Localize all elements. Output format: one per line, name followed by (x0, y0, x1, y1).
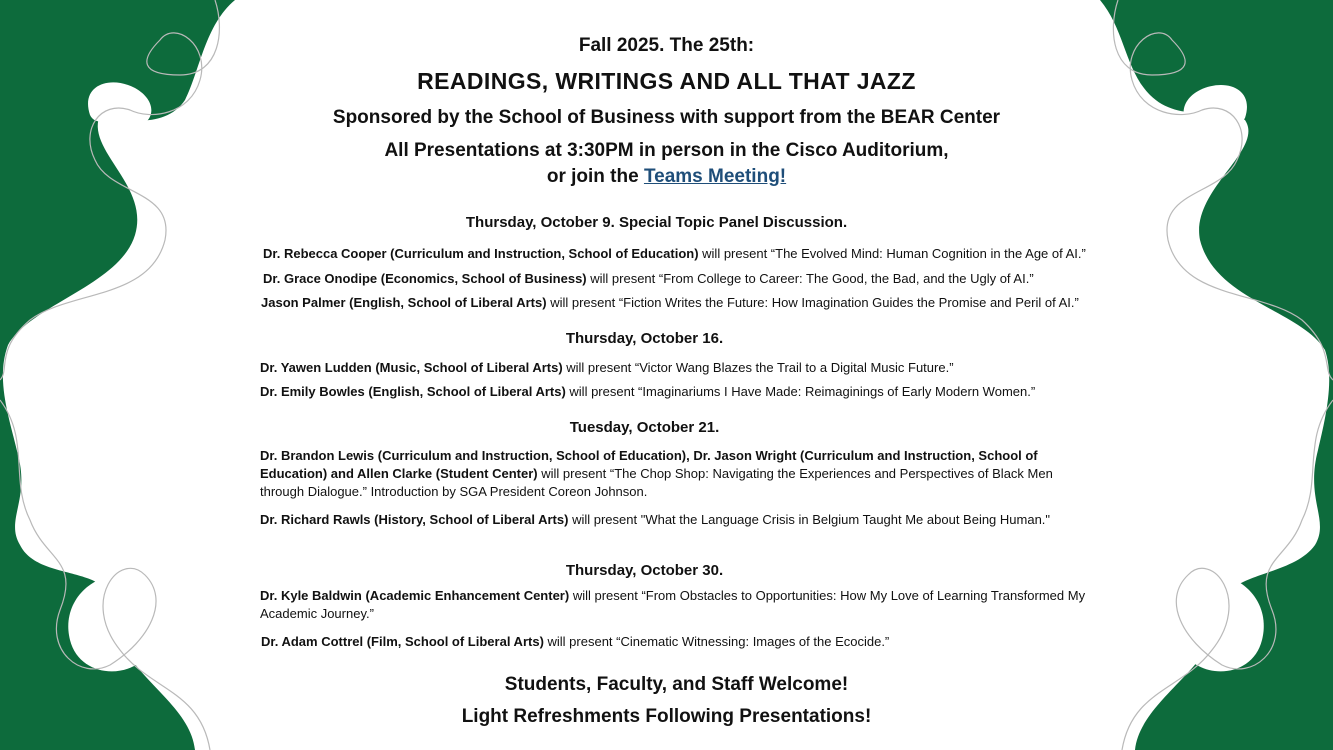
series-title: READINGS, WRITINGS AND ALL THAT JAZZ (417, 68, 916, 94)
presentation-text: will present “The Chop Shop: Navigating the Experiences and Perspectives of Black Men through Dialogue.” Introduction by SGA President Coreon Johnson. (260, 466, 1053, 499)
session-date-oct-21: Tuesday, October 21. (569, 419, 720, 436)
presentation-entry (260, 587, 1095, 623)
presentation-entry (260, 511, 1050, 529)
presentation-text: will present “From Obstacles to Opportunities: How My Love of Learning Transformed My Academic Journey.” (260, 588, 1086, 621)
presentation-entry (260, 359, 954, 377)
presentation-entry (261, 633, 889, 651)
join-line (0, 166, 1333, 188)
presenter-name: Dr. Richard Rawls (History, School of Liberal Arts) (260, 512, 569, 527)
presentation-text: will present “Imaginariums I Have Made: Reimaginings of Early Modern Women.” (565, 384, 1036, 399)
presenter-name: Dr. Kyle Baldwin (Academic Enhancement Center) (260, 588, 570, 603)
season-heading: Fall 2025. The 25th: (578, 35, 755, 56)
presenter-name: Dr. Grace Onodipe (Economics, School of Business) (263, 271, 587, 286)
presentation-text: will present “The Evolved Mind: Human Cognition in the Age of AI.” (698, 246, 1086, 261)
presentation-text: will present “Victor Wang Blazes the Trail to a Digital Music Future.” (562, 360, 954, 375)
location-line: All Presentations at 3:30PM in person in the Cisco Auditorium, (384, 140, 949, 161)
presentation-entry (263, 270, 1034, 288)
presenter-name: Dr. Yawen Ludden (Music, School of Liberal Arts) (260, 360, 563, 375)
refreshments-line: Light Refreshments Following Presentations! (461, 706, 872, 727)
presentation-entry (263, 245, 1086, 263)
join-prefix: or join the (546, 166, 644, 187)
presenter-name: Jason Palmer (English, School of Liberal Arts) (261, 295, 547, 310)
presenter-name: Dr. Adam Cottrel (Film, School of Liberal Arts) (261, 634, 544, 649)
presenter-name: Dr. Brandon Lewis (Curriculum and Instruction, School of Education), Dr. Jason Wright (Curriculum and Instruction, School of Education) and Allen Clarke (Student Center) (260, 448, 1038, 481)
session-date-oct-9: Thursday, October 9. Special Topic Panel Discussion. (465, 214, 848, 231)
presentation-text: will present “From College to Career: The Good, the Bad, and the Ugly of AI.” (586, 271, 1034, 286)
session-date-oct-30: Thursday, October 30. (565, 562, 724, 579)
presentation-entry (260, 383, 1035, 401)
presentation-entry (261, 294, 1079, 312)
welcome-line: Students, Faculty, and Staff Welcome! (504, 674, 849, 695)
presentation-text: will present “Fiction Writes the Future: How Imagination Guides the Promise and Peril of AI.” (546, 295, 1079, 310)
presenter-name: Dr. Rebecca Cooper (Curriculum and Instruction, School of Education) (263, 246, 699, 261)
teams-meeting-link[interactable]: Teams Meeting! (643, 166, 787, 187)
sponsor-line: Sponsored by the School of Business with support from the BEAR Center (332, 107, 1001, 128)
presenter-name: Dr. Emily Bowles (English, School of Liberal Arts) (260, 384, 566, 399)
session-date-oct-16: Thursday, October 16. (565, 330, 724, 347)
presentation-text: will present “Cinematic Witnessing: Images of the Ecocide.” (543, 634, 890, 649)
presentation-entry (260, 447, 1060, 501)
presentation-text: will present "What the Language Crisis in Belgium Taught Me about Being Human." (568, 512, 1051, 527)
